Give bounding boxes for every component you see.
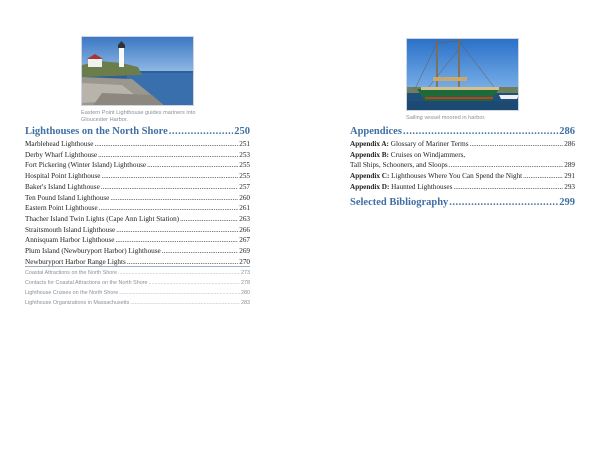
section-title-label: Lighthouses on the North Shore bbox=[25, 126, 168, 137]
section-title-page: 299 bbox=[559, 197, 575, 208]
toc-entry[interactable]: Newburyport Harbor Range Lights ..... 270 bbox=[25, 257, 250, 268]
toc-entry[interactable]: Appendix D: Haunted Lighthouses ..... 293 bbox=[350, 182, 575, 193]
toc-entry[interactable]: Straitsmouth Island Lighthouse ..... 266 bbox=[25, 225, 250, 236]
toc-sub-entry[interactable]: Lighthouse Organizations in Massachusetts ..... 283 bbox=[25, 298, 250, 308]
section-title-label: Appendices bbox=[350, 126, 402, 137]
appendix-entries bbox=[350, 139, 575, 193]
leader-dots bbox=[449, 197, 558, 208]
toc-entry[interactable]: Appendix B: Cruises on Windjammers, bbox=[350, 150, 466, 159]
sailboat-illustration bbox=[407, 39, 519, 111]
toc-sub-entry[interactable]: Coastal Attractions on the North Shore ..... 273 bbox=[25, 268, 250, 278]
sailboat-photo bbox=[406, 38, 519, 111]
toc-entry[interactable]: Annisquam Harbor Lighthouse ..... 267 bbox=[25, 235, 250, 246]
attraction-entries bbox=[25, 268, 250, 308]
section-title-page: 286 bbox=[559, 126, 575, 137]
toc-entry[interactable]: Marblehead Lighthouse ..... 251 bbox=[25, 139, 250, 150]
toc-entry[interactable]: Appendix C: Lighthouses Where You Can Spend the Night ..... 291 bbox=[350, 171, 575, 182]
section-title-north-shore[interactable] bbox=[25, 126, 250, 137]
right-page bbox=[300, 0, 600, 450]
photo-caption: Sailing vessel moored in harbor. bbox=[406, 115, 486, 121]
toc-entry[interactable]: Ten Pound Island Lighthouse ..... 260 bbox=[25, 193, 250, 204]
toc-entry[interactable]: Thacher Island Twin Lights (Cape Ann Light Station) ..... 263 bbox=[25, 214, 250, 225]
toc-entry[interactable]: Fort Pickering (Winter Island) Lighthouse ..... 255 bbox=[25, 160, 250, 171]
section-title-label: Selected Bibliography bbox=[350, 197, 449, 208]
leader-dots bbox=[169, 126, 234, 137]
lighthouse-photo bbox=[81, 36, 194, 106]
section-title-page: 250 bbox=[234, 126, 250, 137]
toc-entry[interactable]: Tall Ships, Schooners, and Sloops ..... 289 bbox=[350, 160, 575, 171]
lighthouse-illustration bbox=[82, 37, 194, 106]
toc-entry[interactable]: Hospital Point Lighthouse ..... 255 bbox=[25, 171, 250, 182]
toc-entry[interactable]: Derby Wharf Lighthouse ..... 253 bbox=[25, 150, 250, 161]
photo-caption: Eastern Point Lighthouse guides mariners into Gloucester Harbor. bbox=[81, 110, 196, 123]
lighthouse-entries bbox=[25, 139, 250, 267]
toc-sub-entry[interactable]: Contacts for Coastal Attractions on the North Shore ..... 278 bbox=[25, 278, 250, 288]
section-title-appendices[interactable] bbox=[350, 126, 575, 137]
section-title-bibliography[interactable] bbox=[350, 197, 575, 208]
divider bbox=[25, 266, 250, 267]
toc-sub-entry[interactable]: Lighthouse Cruises on the North Shore ..... 280 bbox=[25, 288, 250, 298]
toc-entry[interactable]: Baker's Island Lighthouse ..... 257 bbox=[25, 182, 250, 193]
toc-entry[interactable]: Eastern Point Lighthouse ..... 261 bbox=[25, 203, 250, 214]
toc-entry[interactable]: Plum Island (Newburyport Harbor) Lighthouse ..... 269 bbox=[25, 246, 250, 257]
leader-dots bbox=[403, 126, 558, 137]
toc-entry[interactable]: Appendix A: Glossary of Mariner Terms ..... 286 bbox=[350, 139, 575, 150]
